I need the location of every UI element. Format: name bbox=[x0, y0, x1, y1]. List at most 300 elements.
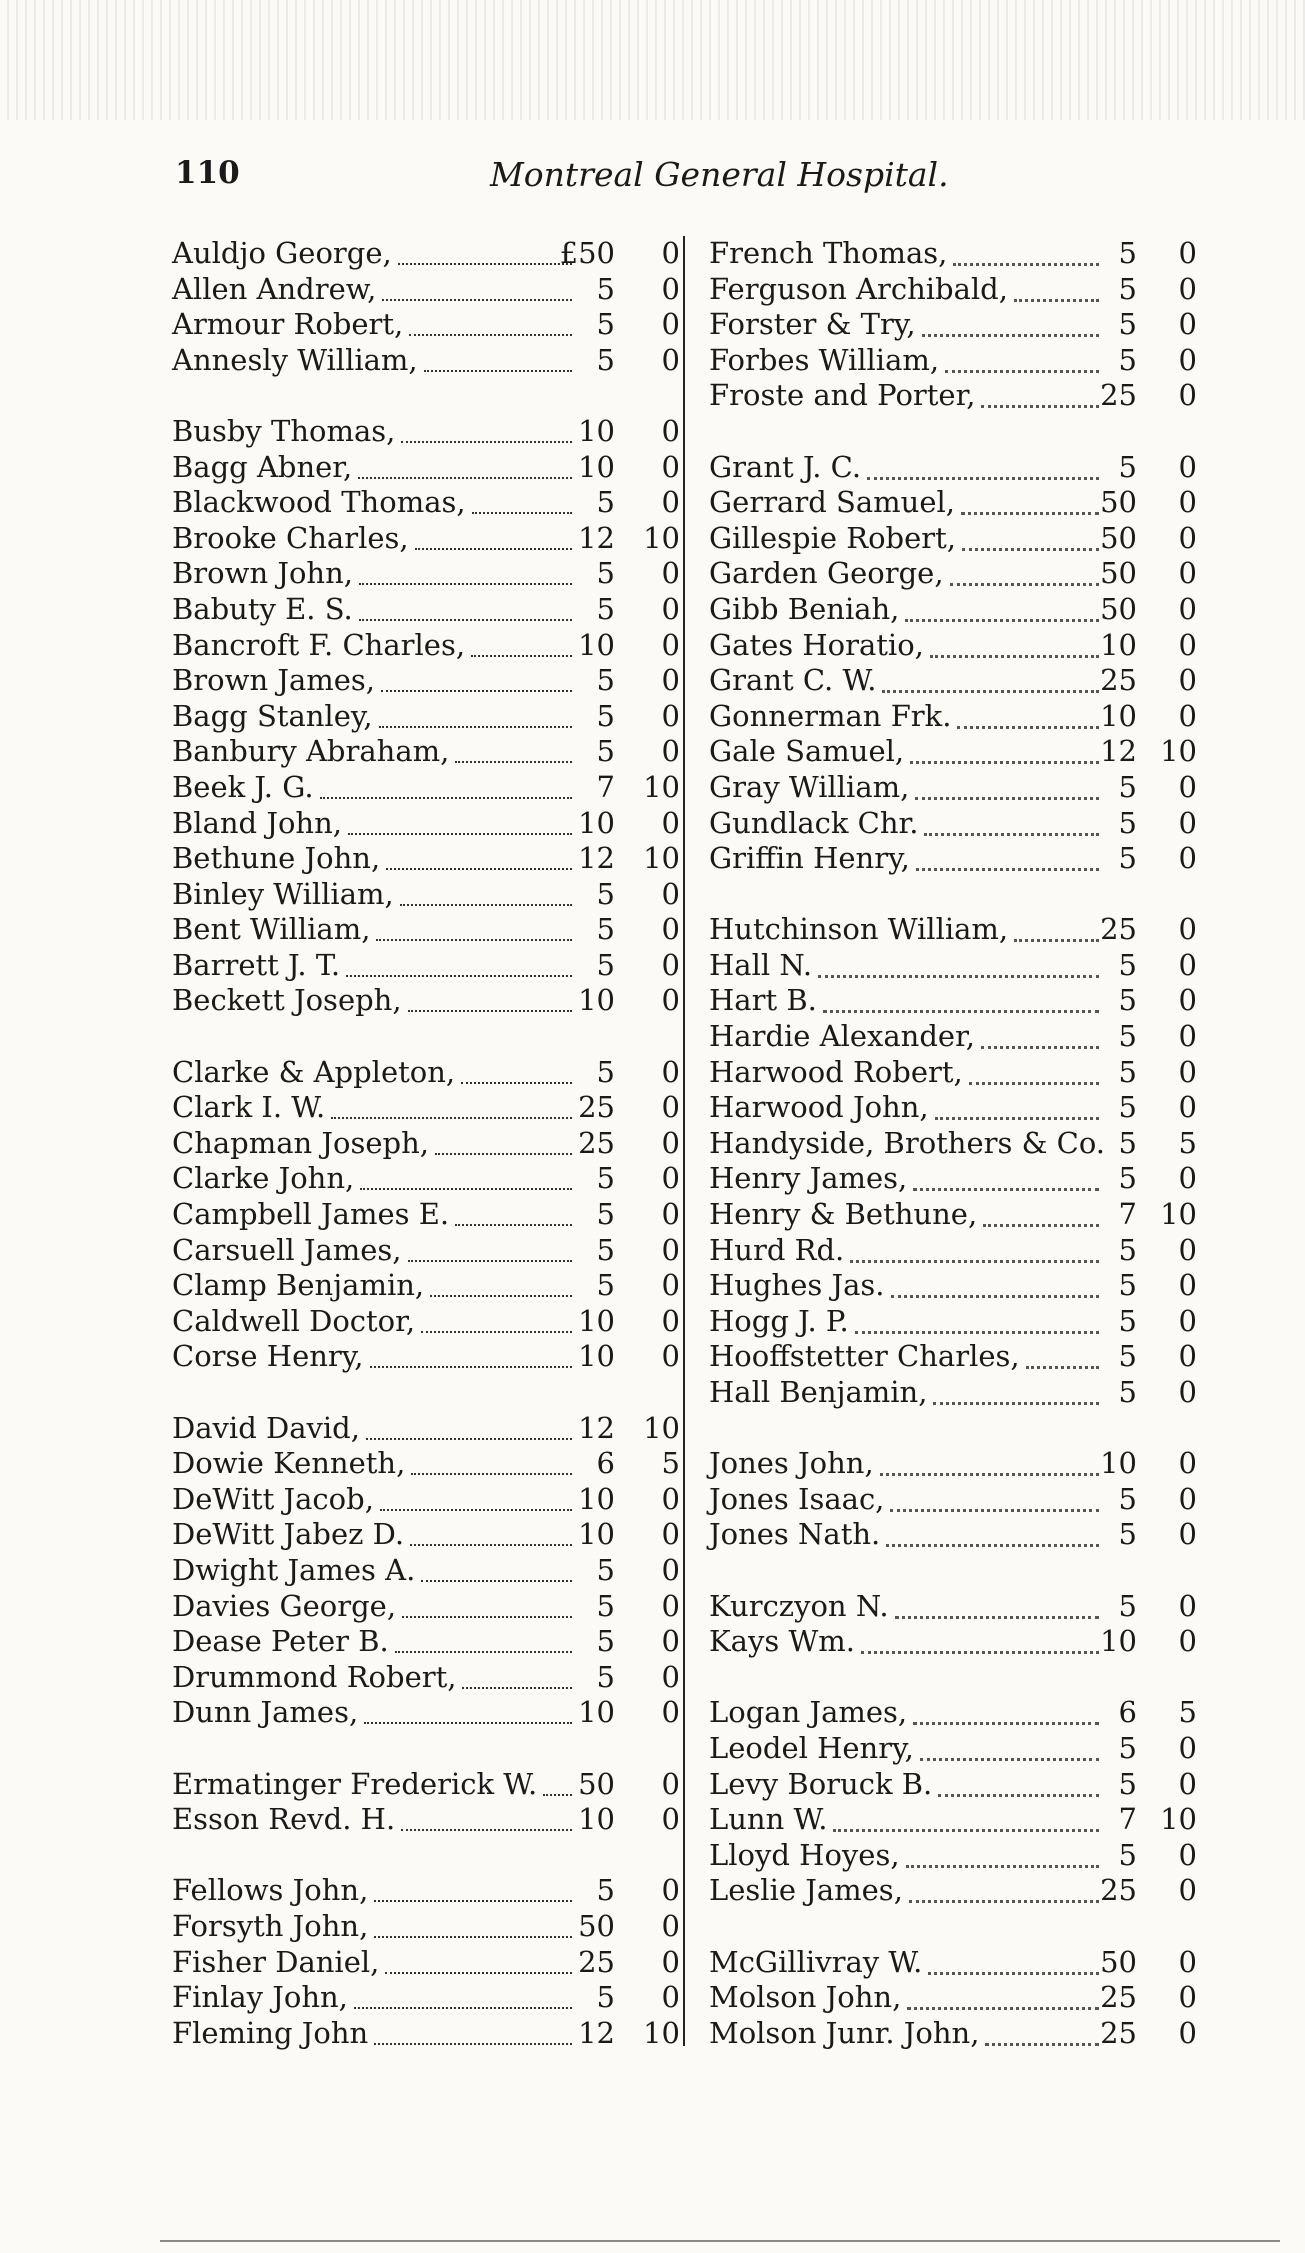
leader-dots bbox=[360, 1188, 572, 1190]
subscriber-row bbox=[697, 343, 1197, 379]
amount-pounds: 5 bbox=[1118, 1730, 1137, 1765]
amount-pounds: 5 bbox=[596, 307, 615, 342]
subscriber-name: Gillespie Robert, bbox=[709, 520, 957, 555]
subscriber-name: Hutchinson William, bbox=[709, 912, 1009, 947]
subscriber-row bbox=[160, 1375, 680, 1411]
subscriber-name: Brown James, bbox=[172, 663, 376, 698]
subscriber-name: Molson John, bbox=[709, 1980, 902, 2015]
amount-shillings: 0 bbox=[661, 1802, 680, 1837]
subscriber-row bbox=[697, 734, 1197, 770]
subscriber-name: Hooffstetter Charles, bbox=[709, 1339, 1020, 1374]
amount-shillings: 0 bbox=[1178, 1837, 1197, 1872]
amount-pounds: 5 bbox=[596, 556, 615, 591]
leader-dots bbox=[861, 1651, 1099, 1654]
leader-dots bbox=[850, 1260, 1099, 1263]
subscriber-row bbox=[160, 1090, 680, 1126]
subscriber-row bbox=[697, 1980, 1197, 2016]
leader-dots bbox=[928, 1972, 1099, 1975]
amount-shillings: 0 bbox=[661, 1552, 680, 1587]
amount-shillings: 0 bbox=[661, 912, 680, 947]
subscriber-name: Ferguson Archibald, bbox=[709, 271, 1008, 306]
subscriber-row bbox=[697, 414, 1197, 450]
subscriber-row bbox=[697, 1197, 1197, 1233]
amount-pounds: 5 bbox=[596, 271, 615, 306]
subscriber-row bbox=[697, 1553, 1197, 1589]
amount-shillings: 0 bbox=[661, 876, 680, 911]
subscriber-name: Jones Isaac, bbox=[709, 1481, 885, 1516]
amount-pounds: 50 bbox=[1100, 556, 1137, 591]
subscriber-row bbox=[160, 1802, 680, 1838]
subscriber-row bbox=[160, 343, 680, 379]
amount-pounds: 7 bbox=[1118, 1197, 1137, 1232]
subscriber-row bbox=[160, 521, 680, 557]
subscriber-row bbox=[697, 2016, 1197, 2052]
subscriber-name: Hall Benjamin, bbox=[709, 1375, 928, 1409]
subscriber-row bbox=[160, 1339, 680, 1375]
subscriber-name: Bent William, bbox=[172, 912, 371, 947]
amount-pounds: 7 bbox=[596, 769, 615, 804]
amount-pounds: 5 bbox=[1118, 947, 1137, 982]
leader-dots bbox=[909, 1900, 1099, 1903]
amount-pounds: 5 bbox=[596, 1588, 615, 1623]
amount-pounds: 5 bbox=[1118, 449, 1137, 484]
amount-pounds: 10 bbox=[578, 983, 615, 1018]
amount-pounds: 25 bbox=[1100, 2015, 1137, 2050]
amount-shillings: 0 bbox=[661, 1624, 680, 1659]
subscriber-row bbox=[697, 1090, 1197, 1126]
leader-dots bbox=[913, 1188, 1099, 1191]
subscriber-row bbox=[697, 1446, 1197, 1482]
subscriber-name: Kurczyon N. bbox=[709, 1588, 889, 1623]
amount-pounds: 5 bbox=[596, 1054, 615, 1089]
amount-shillings: 0 bbox=[661, 1339, 680, 1374]
amount-shillings: 0 bbox=[1178, 1873, 1197, 1908]
amount-shillings: 0 bbox=[661, 591, 680, 626]
subscriber-name: Davies George, bbox=[172, 1588, 397, 1623]
subscriber-row bbox=[697, 841, 1197, 877]
subscriber-row bbox=[697, 770, 1197, 806]
subscriber-name: Bancroft F. Charles, bbox=[172, 627, 466, 662]
amount-shillings: 0 bbox=[1178, 1481, 1197, 1516]
amount-shillings: 0 bbox=[1178, 2015, 1197, 2050]
leader-dots bbox=[409, 334, 572, 336]
amount-shillings: 0 bbox=[1178, 769, 1197, 804]
subscriber-name: Hogg J. P. bbox=[709, 1303, 849, 1338]
leader-dots bbox=[421, 1331, 572, 1333]
amount-pounds: 5 bbox=[1118, 1339, 1137, 1374]
subscriber-row bbox=[697, 1945, 1197, 1981]
leader-dots bbox=[421, 1580, 572, 1582]
amount-pounds: 5 bbox=[596, 663, 615, 698]
amount-pounds: 10 bbox=[578, 449, 615, 484]
amount-pounds: 5 bbox=[1118, 271, 1137, 306]
subscriber-name: Hall N. bbox=[709, 947, 813, 982]
subscriber-name: Garden George, bbox=[709, 556, 944, 591]
amount-pounds: 5 bbox=[596, 1552, 615, 1587]
subscriber-row bbox=[697, 663, 1197, 699]
amount-shillings: 0 bbox=[661, 1659, 680, 1694]
subscriber-row bbox=[697, 1055, 1197, 1091]
subscriber-name: Fleming John bbox=[172, 2015, 369, 2050]
subscriber-name: Clarke & Appleton, bbox=[172, 1054, 456, 1089]
amount-pounds: 5 bbox=[1118, 1268, 1137, 1303]
amount-pounds: 5 bbox=[596, 1197, 615, 1232]
subscriber-name: Esson Revd. H. bbox=[172, 1802, 396, 1837]
leader-dots bbox=[915, 797, 1099, 800]
subscriber-name: Forsyth John, bbox=[172, 1908, 369, 1943]
amount-shillings: 0 bbox=[661, 1054, 680, 1089]
subscriber-row bbox=[160, 1197, 680, 1233]
subscriber-row bbox=[160, 1411, 680, 1447]
subscriber-row bbox=[697, 272, 1197, 308]
subscriber-row bbox=[160, 485, 680, 521]
subscriber-row bbox=[697, 1767, 1197, 1803]
subscriber-row bbox=[160, 770, 680, 806]
subscriber-row bbox=[697, 1802, 1197, 1838]
leader-dots bbox=[408, 1260, 572, 1262]
amount-pounds: 10 bbox=[578, 1695, 615, 1730]
amount-shillings: 0 bbox=[661, 698, 680, 733]
amount-pounds: 5 bbox=[1118, 1588, 1137, 1623]
subscriber-name: Dunn James, bbox=[172, 1695, 359, 1730]
leader-dots bbox=[376, 939, 572, 941]
amount-shillings: 0 bbox=[661, 983, 680, 1018]
amount-pounds: 50 bbox=[1100, 1944, 1137, 1979]
leader-dots bbox=[424, 370, 572, 372]
leader-dots bbox=[930, 655, 1099, 658]
subscriber-name: Harwood Robert, bbox=[709, 1054, 963, 1089]
subscriber-row bbox=[160, 1731, 680, 1767]
amount-pounds: 7 bbox=[1118, 1802, 1137, 1837]
subscriber-name: Hurd Rd. bbox=[709, 1232, 845, 1267]
subscriber-row bbox=[160, 378, 680, 414]
subscriber-row bbox=[697, 1731, 1197, 1767]
subscriber-row bbox=[697, 1019, 1197, 1055]
subscriber-name: Forster & Try, bbox=[709, 307, 916, 342]
subscriber-name: Gerrard Samuel, bbox=[709, 485, 955, 520]
leader-dots bbox=[916, 868, 1099, 871]
subscriber-row bbox=[160, 1660, 680, 1696]
amount-pounds: 25 bbox=[1100, 1873, 1137, 1908]
amount-shillings: 0 bbox=[661, 307, 680, 342]
subscriber-row bbox=[697, 1304, 1197, 1340]
subscriber-name: Ermatinger Frederick W. bbox=[172, 1766, 538, 1801]
subscriber-row bbox=[697, 1233, 1197, 1269]
subscriber-name: Bland John, bbox=[172, 805, 342, 840]
subscriber-name: Armour Robert, bbox=[172, 307, 404, 342]
amount-pounds: 50 bbox=[578, 1766, 615, 1801]
leader-dots bbox=[415, 548, 572, 550]
leader-dots bbox=[400, 904, 572, 906]
leader-dots bbox=[867, 477, 1099, 480]
amount-shillings: 0 bbox=[1178, 1339, 1197, 1374]
amount-pounds: 5 bbox=[596, 947, 615, 982]
subscriber-name: Hughes Jas. bbox=[709, 1268, 885, 1303]
subscriber-row bbox=[160, 912, 680, 948]
page-header bbox=[175, 155, 1185, 205]
subscriber-row bbox=[697, 1268, 1197, 1304]
subscriber-row bbox=[697, 1161, 1197, 1197]
amount-shillings: 0 bbox=[661, 556, 680, 591]
subscriber-row bbox=[697, 806, 1197, 842]
leader-dots bbox=[882, 690, 1099, 693]
subscriber-name: Bagg Abner, bbox=[172, 449, 353, 484]
subscriber-name: Bagg Stanley, bbox=[172, 698, 373, 733]
subscriber-name: Fisher Daniel, bbox=[172, 1944, 380, 1979]
subscriber-row bbox=[697, 1339, 1197, 1375]
amount-shillings: 0 bbox=[661, 1588, 680, 1623]
amount-shillings: 0 bbox=[1178, 1624, 1197, 1659]
amount-shillings: 10 bbox=[643, 520, 680, 555]
subscriber-row bbox=[160, 628, 680, 664]
subscriber-row bbox=[160, 1695, 680, 1731]
leader-dots bbox=[905, 619, 1099, 622]
subscriber-name: Hart B. bbox=[709, 983, 817, 1018]
leader-dots bbox=[348, 833, 572, 835]
leader-dots bbox=[938, 1794, 1099, 1797]
subscriber-name: Corse Henry, bbox=[172, 1339, 364, 1374]
amount-shillings: 10 bbox=[1160, 1802, 1197, 1837]
leader-dots bbox=[913, 1722, 1099, 1725]
subscriber-name: Carsuell James, bbox=[172, 1232, 402, 1267]
subscriber-row bbox=[160, 806, 680, 842]
subscriber-row bbox=[697, 699, 1197, 735]
subscriber-name: Finlay John, bbox=[172, 1980, 348, 2015]
subscriber-row bbox=[160, 699, 680, 735]
amount-pounds: 5 bbox=[596, 912, 615, 947]
subscriber-row bbox=[160, 841, 680, 877]
amount-shillings: 0 bbox=[661, 271, 680, 306]
leader-dots bbox=[886, 1544, 1099, 1547]
amount-shillings: 0 bbox=[1178, 1588, 1197, 1623]
leader-dots bbox=[346, 975, 572, 977]
subscriber-row bbox=[697, 1411, 1197, 1447]
subscriber-row bbox=[160, 1624, 680, 1660]
leader-dots bbox=[379, 726, 572, 728]
subscriber-row bbox=[697, 1695, 1197, 1731]
amount-shillings: 10 bbox=[1160, 734, 1197, 769]
amount-shillings: 0 bbox=[1178, 983, 1197, 1018]
amount-pounds: 5 bbox=[1118, 1517, 1137, 1552]
amount-pounds: 5 bbox=[1118, 983, 1137, 1018]
amount-pounds: 5 bbox=[1118, 1481, 1137, 1516]
leader-dots bbox=[833, 1829, 1099, 1832]
amount-shillings: 0 bbox=[1178, 663, 1197, 698]
leader-dots bbox=[906, 1865, 1099, 1868]
leader-dots bbox=[395, 1651, 572, 1653]
column-divider bbox=[683, 236, 685, 2046]
subscriber-row bbox=[697, 1909, 1197, 1945]
subscriber-row bbox=[160, 1446, 680, 1482]
leader-dots bbox=[950, 583, 1099, 586]
leader-dots bbox=[408, 1010, 572, 1012]
subscriber-row bbox=[697, 948, 1197, 984]
subscriber-name: Grant J. C. bbox=[709, 449, 862, 484]
amount-shillings: 10 bbox=[643, 1410, 680, 1445]
leader-dots bbox=[411, 1473, 572, 1475]
amount-pounds: 25 bbox=[1100, 1980, 1137, 2015]
leader-dots bbox=[933, 1402, 1099, 1405]
subscriber-name: Fellows John, bbox=[172, 1873, 369, 1908]
leader-dots bbox=[374, 1900, 572, 1902]
leader-dots bbox=[430, 1295, 572, 1297]
subscriber-row bbox=[160, 663, 680, 699]
amount-shillings: 0 bbox=[661, 663, 680, 698]
leader-dots bbox=[358, 477, 572, 479]
leader-dots bbox=[920, 1758, 1099, 1761]
amount-pounds: 5 bbox=[1118, 1375, 1137, 1409]
amount-shillings: 0 bbox=[661, 1980, 680, 2015]
amount-pounds: 5 bbox=[596, 342, 615, 377]
amount-pounds: 50 bbox=[578, 1908, 615, 1943]
bottom-edge-line bbox=[160, 2240, 1280, 2242]
subscriber-name: Lunn W. bbox=[709, 1802, 828, 1837]
amount-shillings: 0 bbox=[1178, 307, 1197, 342]
subscriber-row bbox=[160, 1233, 680, 1269]
amount-pounds: 10 bbox=[578, 1303, 615, 1338]
subscriber-row bbox=[697, 1375, 1197, 1411]
leader-dots bbox=[380, 1509, 572, 1511]
amount-shillings: 0 bbox=[661, 1197, 680, 1232]
amount-shillings: 0 bbox=[1178, 1517, 1197, 1552]
leader-dots bbox=[386, 868, 572, 870]
subscriber-name: Bethune John, bbox=[172, 841, 381, 876]
amount-pounds: 12 bbox=[578, 520, 615, 555]
leader-dots bbox=[359, 619, 572, 621]
amount-shillings: 0 bbox=[661, 1232, 680, 1267]
amount-shillings: 0 bbox=[1178, 1268, 1197, 1303]
amount-shillings: 0 bbox=[661, 805, 680, 840]
subscriber-name: DeWitt Jacob, bbox=[172, 1481, 374, 1516]
subscriber-name: Barrett J. T. bbox=[172, 947, 341, 982]
amount-shillings: 0 bbox=[1178, 1303, 1197, 1338]
leader-dots bbox=[374, 1936, 572, 1938]
leader-dots bbox=[880, 1473, 1099, 1476]
leader-dots bbox=[895, 1616, 1099, 1619]
left-subscriber-column bbox=[160, 236, 680, 2051]
subscriber-name: Molson Junr. John, bbox=[709, 2015, 980, 2050]
amount-shillings: 0 bbox=[1178, 1054, 1197, 1089]
amount-pounds: 5 bbox=[596, 485, 615, 520]
amount-pounds: 25 bbox=[1100, 378, 1137, 413]
leader-dots bbox=[890, 1509, 1099, 1512]
subscriber-row bbox=[697, 236, 1197, 272]
amount-shillings: 0 bbox=[1178, 378, 1197, 413]
amount-shillings: 0 bbox=[1178, 841, 1197, 876]
subscriber-name: David David, bbox=[172, 1410, 360, 1445]
subscriber-name: Brown John, bbox=[172, 556, 354, 591]
amount-shillings: 0 bbox=[661, 1766, 680, 1801]
amount-pounds: 12 bbox=[578, 1410, 615, 1445]
subscriber-row bbox=[160, 1019, 680, 1055]
amount-pounds: 5 bbox=[1118, 841, 1137, 876]
leader-dots bbox=[359, 583, 572, 585]
subscriber-row bbox=[697, 450, 1197, 486]
amount-shillings: 0 bbox=[1178, 912, 1197, 947]
leader-dots bbox=[823, 1010, 1099, 1013]
leader-dots bbox=[924, 833, 1099, 836]
leader-dots bbox=[382, 299, 572, 301]
subscriber-row bbox=[160, 592, 680, 628]
amount-shillings: 0 bbox=[1178, 342, 1197, 377]
leader-dots bbox=[401, 1829, 572, 1831]
subscriber-name: Jones John, bbox=[709, 1446, 874, 1481]
subscriber-name: Griffin Henry, bbox=[709, 841, 910, 876]
subscriber-name: Henry James, bbox=[709, 1161, 908, 1196]
leader-dots bbox=[398, 263, 572, 265]
subscriber-name: Henry & Bethune, bbox=[709, 1197, 978, 1232]
amount-shillings: 0 bbox=[661, 627, 680, 662]
amount-shillings: 0 bbox=[661, 1090, 680, 1125]
leader-dots bbox=[374, 2043, 572, 2045]
subscriber-row bbox=[697, 983, 1197, 1019]
amount-shillings: 0 bbox=[661, 413, 680, 448]
leader-dots bbox=[370, 1366, 572, 1368]
subscriber-name: Dowie Kenneth, bbox=[172, 1446, 406, 1481]
subscriber-name: Annesly William, bbox=[172, 342, 418, 377]
amount-pounds: 10 bbox=[578, 1802, 615, 1837]
subscriber-name: Clark I. W. bbox=[172, 1090, 326, 1125]
amount-pounds: 5 bbox=[1118, 1125, 1137, 1160]
leader-dots bbox=[961, 512, 1099, 515]
leader-dots bbox=[331, 1117, 572, 1119]
amount-pounds: 50 bbox=[1100, 485, 1137, 520]
subscriber-name: Logan James, bbox=[709, 1695, 908, 1730]
leader-dots bbox=[957, 726, 1099, 729]
subscriber-row bbox=[160, 1909, 680, 1945]
subscriber-name: Allen Andrew, bbox=[172, 271, 377, 306]
subscriber-row bbox=[697, 1838, 1197, 1874]
amount-pounds: 10 bbox=[578, 1517, 615, 1552]
subscriber-row bbox=[697, 1517, 1197, 1553]
amount-pounds: 5 bbox=[1118, 342, 1137, 377]
amount-pounds: 5 bbox=[596, 1268, 615, 1303]
amount-shillings: 0 bbox=[1178, 520, 1197, 555]
subscriber-name: Dease Peter B. bbox=[172, 1624, 389, 1659]
subscriber-name: Blackwood Thomas, bbox=[172, 485, 466, 520]
amount-pounds: 25 bbox=[578, 1090, 615, 1125]
leader-dots bbox=[354, 2007, 572, 2009]
amount-pounds: 5 bbox=[596, 1873, 615, 1908]
subscriber-row bbox=[697, 1589, 1197, 1625]
amount-shillings: 10 bbox=[643, 2015, 680, 2050]
amount-shillings: 0 bbox=[1178, 556, 1197, 591]
leader-dots bbox=[953, 263, 1099, 266]
leader-dots bbox=[320, 797, 572, 799]
subscriber-name: Jones Nath. bbox=[709, 1517, 881, 1552]
amount-pounds: 10 bbox=[578, 627, 615, 662]
amount-shillings: 5 bbox=[1178, 1125, 1197, 1160]
amount-shillings: 0 bbox=[661, 236, 680, 270]
amount-shillings: 0 bbox=[1178, 1375, 1197, 1409]
amount-shillings: 5 bbox=[1178, 1695, 1197, 1730]
amount-pounds: 10 bbox=[1100, 1624, 1137, 1659]
subscriber-row bbox=[697, 592, 1197, 628]
subscriber-row bbox=[160, 1873, 680, 1909]
amount-shillings: 0 bbox=[1178, 1232, 1197, 1267]
leader-dots bbox=[910, 761, 1099, 764]
subscriber-name: Clamp Benjamin, bbox=[172, 1268, 425, 1303]
subscriber-name: Handyside, Brothers & Co. bbox=[709, 1125, 1106, 1160]
subscriber-row bbox=[697, 1873, 1197, 1909]
amount-pounds: 6 bbox=[596, 1446, 615, 1481]
subscriber-row bbox=[697, 912, 1197, 948]
leader-dots bbox=[969, 1082, 1099, 1085]
subscriber-row bbox=[160, 983, 680, 1019]
amount-shillings: 0 bbox=[1178, 1161, 1197, 1196]
amount-pounds: 25 bbox=[578, 1944, 615, 1979]
amount-pounds: 25 bbox=[578, 1125, 615, 1160]
